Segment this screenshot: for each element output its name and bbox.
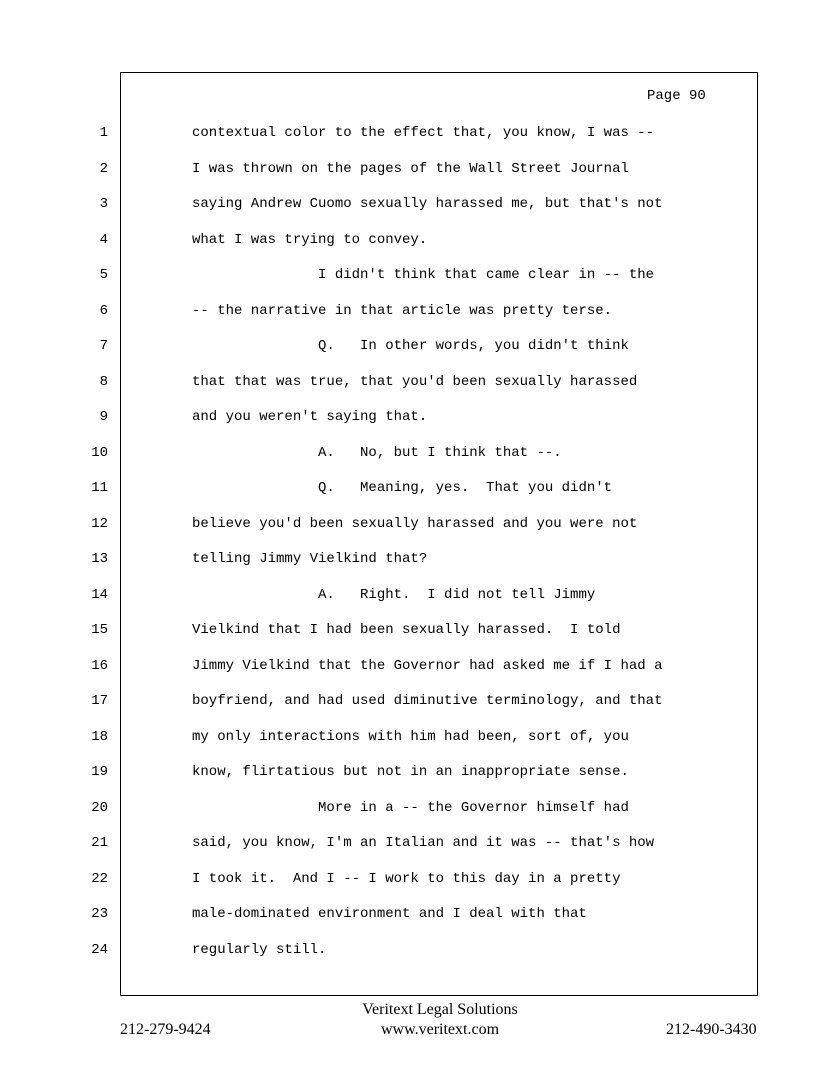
line-number: 24 [91,942,108,958]
line-number: 8 [99,374,108,390]
line-text: regularly still. [192,942,327,958]
footer-website: www.veritext.com [380,1021,500,1038]
line-text: boyfriend, and had used diminutive terminology, and that [192,693,663,709]
line-text: my only interactions with him had been, sort of, you [192,729,629,745]
line-text: saying Andrew Cuomo sexually harassed me, but that's not [192,196,663,212]
line-text: believe you'd been sexually harassed and you were not [192,516,638,532]
line-number: 13 [91,551,108,567]
page-number: Page 90 [647,88,706,104]
line-text: -- the narrative in that article was pretty terse. [192,303,613,319]
line-text: and you weren't saying that. [192,409,428,425]
line-text: I didn't think that came clear in -- the [192,267,655,283]
line-text: telling Jimmy Vielkind that? [192,551,428,567]
line-number: 17 [91,693,108,709]
line-number: 9 [99,409,108,425]
line-text: Q. In other words, you didn't think [192,338,629,354]
line-text: male-dominated environment and I deal with that [192,906,587,922]
line-text: what I was trying to convey. [192,232,428,248]
line-number: 10 [91,445,108,461]
line-number: 12 [91,516,108,532]
footer-company: Veritext Legal Solutions [362,1001,518,1018]
line-text: I was thrown on the pages of the Wall Street Journal [192,161,629,177]
line-number: 23 [91,906,108,922]
line-number: 11 [91,480,108,496]
footer-phone-left: 212-279-9424 [120,1021,211,1038]
line-number: 21 [91,835,108,851]
line-number: 5 [99,267,108,283]
line-text: I took it. And I -- I work to this day in a pretty [192,871,621,887]
line-number: 3 [99,196,108,212]
line-number: 2 [99,161,108,177]
line-text: A. No, but I think that --. [192,445,562,461]
line-number: 4 [99,232,108,248]
line-text: Q. Meaning, yes. That you didn't [192,480,613,496]
line-text: said, you know, I'm an Italian and it was -- that's how [192,835,655,851]
line-text: that that was true, that you'd been sexually harassed [192,374,638,390]
line-text: know, flirtatious but not in an inappropriate sense. [192,764,629,780]
line-text: More in a -- the Governor himself had [192,800,629,816]
line-text: Jimmy Vielkind that the Governor had asked me if I had a [192,658,663,674]
line-number: 22 [91,871,108,887]
line-number: 15 [91,622,108,638]
line-number: 19 [91,764,108,780]
line-number: 6 [99,303,108,319]
line-number: 7 [99,338,108,354]
line-number: 16 [91,658,108,674]
line-text: contextual color to the effect that, you know, I was -- [192,125,655,141]
line-text: Vielkind that I had been sexually harassed. I told [192,622,621,638]
footer-phone-right: 212-490-3430 [666,1021,757,1038]
line-number: 1 [99,125,108,141]
line-number: 14 [91,587,108,603]
line-text: A. Right. I did not tell Jimmy [192,587,596,603]
line-number: 20 [91,800,108,816]
line-number: 18 [91,729,108,745]
